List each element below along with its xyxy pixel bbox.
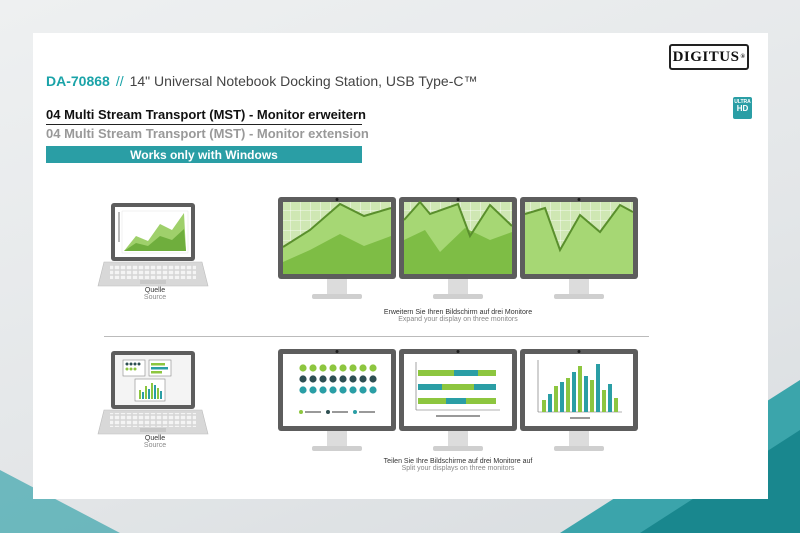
laptop-source-2 (98, 351, 208, 434)
title-separator: // (115, 73, 124, 89)
extend-caption: Erweitern Sie Ihren Bildschirm auf drei Monitore Expand your display on three monitors (383, 309, 533, 323)
windows-only-banner: Works only with Windows (46, 146, 362, 163)
product-code: DA-70868 (46, 73, 110, 89)
source-caption-2: Quelle Source (143, 435, 167, 449)
split-caption: Teilen Sie Ihre Bildschirme auf drei Monitore auf Split your displays on three monitors (383, 458, 533, 472)
monitors-extend (278, 197, 638, 299)
section-title-de: 04 Multi Stream Transport (MST) - Monitor erweitern (46, 107, 366, 122)
digitus-logo: DIGITUS ® (669, 44, 749, 70)
monitors-split (278, 349, 638, 451)
ultra-hd-badge: ULTRA HD (733, 97, 752, 119)
source-caption-1: Quelle Source (143, 287, 167, 301)
row-divider (104, 336, 649, 337)
laptop-source-1 (98, 203, 208, 286)
product-name: 14" Universal Notebook Docking Station, USB Type-C™ (129, 73, 478, 89)
section-title-en: 04 Multi Stream Transport (MST) - Monitor extension (46, 126, 369, 141)
